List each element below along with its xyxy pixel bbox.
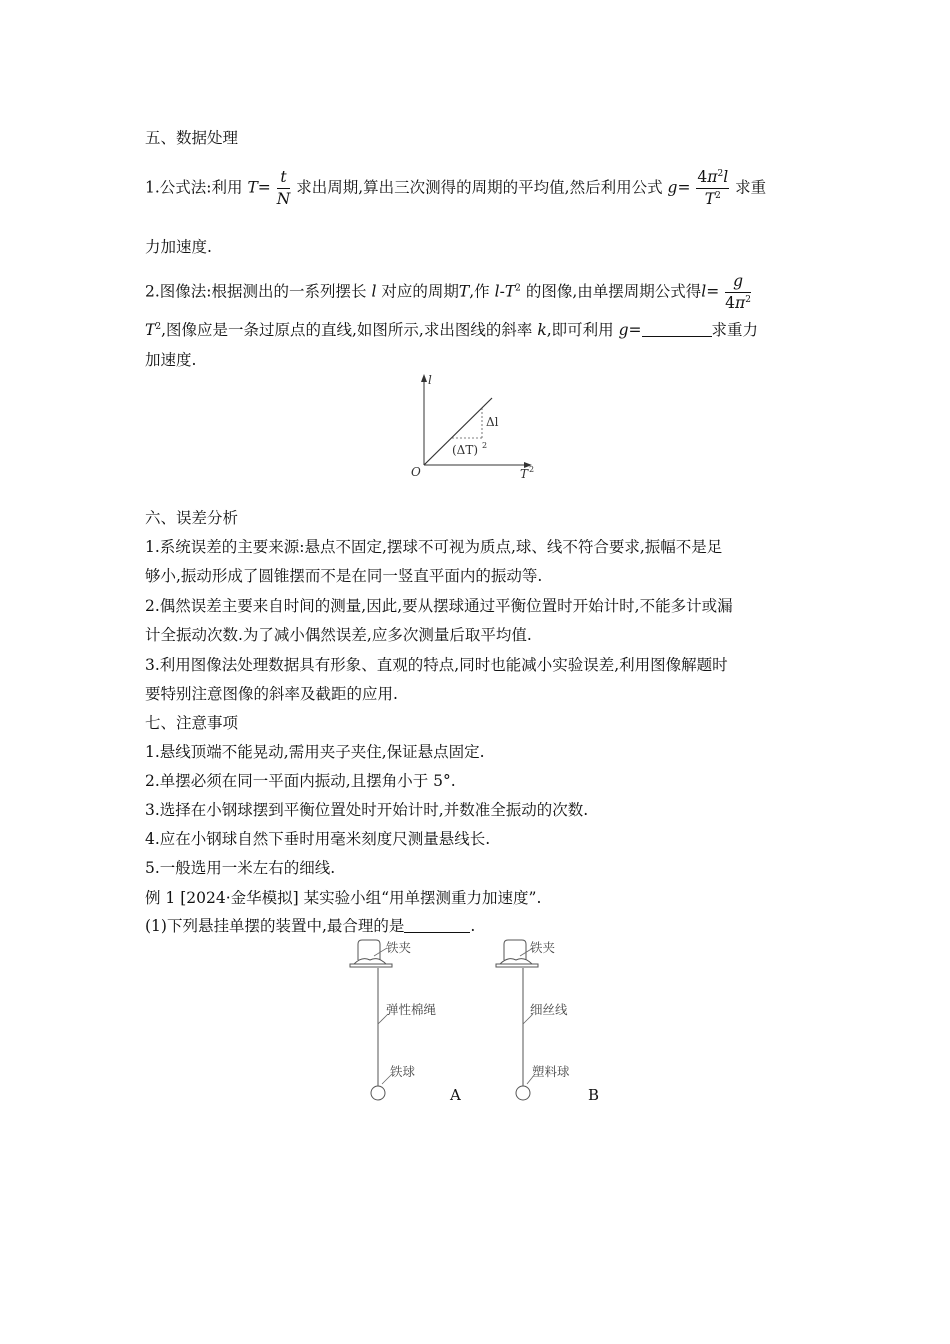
p2-graph-exp: 2 — [515, 283, 521, 294]
p2-line3: 加速度. — [145, 351, 197, 369]
apparatus-b — [496, 940, 599, 1104]
p2-line2-eq: = — [628, 321, 642, 339]
ball-b-label: 塑料球 — [532, 1064, 570, 1079]
clip-a-lever — [354, 959, 386, 964]
frac2-coef: 4 — [697, 168, 708, 186]
graph-x-label: T — [520, 467, 529, 481]
apparatus-a — [350, 940, 461, 1104]
frac-den-pi: π — [735, 293, 746, 312]
p1-g: g — [667, 178, 678, 197]
p2-T: T — [458, 282, 470, 301]
string-a-label: 弹性棉绳 — [386, 1002, 437, 1017]
section6-line: 要特别注意图像的斜率及截距的应用. — [145, 685, 398, 703]
answer-blank-g[interactable] — [642, 322, 712, 337]
p1-mid: 求出周期,算出三次测得的周期的平均值,然后利用公式 — [296, 178, 663, 197]
frac2-den-exp: 2 — [715, 190, 721, 201]
p2-graph-T: T — [504, 282, 516, 301]
frac-num-t: t — [277, 170, 291, 189]
p2-mid3: 的图像,由单摆周期公式得 — [525, 282, 702, 301]
clip-b-label: 铁夹 — [530, 940, 556, 955]
p2-l2: l — [701, 282, 707, 301]
p2-line2-exp: 2 — [155, 322, 162, 332]
p2-g: g — [618, 321, 629, 339]
p2-mid1: 对应的周期 — [381, 282, 459, 301]
question1-text: (1)下列悬挂单摆的装置中,最合理的是 — [145, 917, 405, 935]
graph-delta-l: Δl — [486, 415, 499, 429]
example-line1: 例 1 [2024·金华模拟] 某实验小组“用单摆测重力加速度”. — [145, 889, 542, 907]
section6-line: 计全振动次数.为了减小偶然误差,应多次测量后取平均值. — [145, 626, 532, 644]
frac-num-g: g — [725, 274, 751, 293]
p2-l: l — [371, 282, 377, 301]
p2-line2 — [145, 320, 758, 340]
p2-eq: = — [706, 282, 720, 301]
clip-a-icon — [358, 940, 380, 960]
section6-line: 3.利用图像法处理数据具有形象、直观的特点,同时也能减小实验误差,利用图像解题时 — [145, 656, 728, 674]
ball-a-label: 铁球 — [390, 1064, 416, 1079]
ball-a — [371, 1086, 385, 1100]
example-question1 — [145, 916, 475, 936]
graph-y-label: l — [428, 373, 432, 387]
section5-title: 五、数据处理 — [145, 129, 239, 147]
fraction-g-over-4pi2 — [725, 274, 751, 311]
l-T2-graph — [400, 368, 550, 486]
section7-line: 1.悬线顶端不能晃动,需用夹子夹住,保证悬点固定. — [145, 743, 485, 761]
graph-y-arrow — [421, 374, 427, 382]
clip-a-label: 铁夹 — [386, 940, 412, 955]
p1-lead: 1.公式法:利用 — [145, 178, 243, 197]
p2-k: k — [537, 321, 547, 339]
section6-line: 2.偶然误差主要来自时间的测量,因此,要从摆球通过平衡位置时开始计时,不能多计或漏 — [145, 597, 733, 615]
p1-T: T — [247, 178, 258, 197]
section6-line: 1.系统误差的主要来源:悬点不固定,摆球不可视为质点,球、线不符合要求,振幅不是足 — [145, 538, 723, 556]
answer-blank-q1[interactable] — [404, 918, 470, 933]
clip-b-lever — [500, 959, 532, 964]
section5-paragraph1 — [145, 170, 766, 207]
section6-line: 够小,振动形成了圆锥摆而不是在同一竖直平面内的振动等. — [145, 567, 543, 585]
frac2-den-T: T — [704, 189, 716, 208]
frac-den-N: N — [276, 189, 291, 208]
pendulum-apparatus — [340, 938, 620, 1108]
section7-line: 3.选择在小钢球摆到平衡位置处时开始计时,并数准全振动的次数. — [145, 801, 589, 819]
graph-delta-t-exp: 2 — [482, 441, 488, 450]
frac-den-exp: 2 — [745, 294, 751, 305]
label-b: B — [588, 1086, 600, 1104]
section5-paragraph2 — [145, 274, 752, 311]
ball-b — [516, 1086, 530, 1100]
fraction-4pi2l-over-T2 — [696, 170, 729, 207]
p2-line2-b: ,即可利用 — [546, 321, 614, 339]
clip-b-jaw — [496, 964, 538, 967]
p2-line2-T: T — [145, 321, 156, 339]
section7-title: 七、注意事项 — [145, 714, 239, 732]
graph-x-exp: 2 — [529, 465, 535, 474]
p1-eq: = — [257, 178, 271, 197]
graph-origin-label: O — [411, 465, 421, 479]
p1-line2: 力加速度. — [145, 238, 212, 256]
section7-line: 4.应在小钢球自然下垂时用毫米刻度尺测量悬线长. — [145, 830, 491, 848]
section7-line: 5.一般选用一米左右的细线. — [145, 859, 336, 877]
p2-graph-dash: - — [499, 282, 505, 301]
frac2-l: l — [723, 168, 729, 186]
clip-a-jaw — [350, 964, 392, 967]
fraction-t-over-N — [277, 170, 291, 207]
clip-b-icon — [504, 940, 526, 960]
question1-end: . — [470, 917, 476, 935]
p1-tail: 求重 — [735, 178, 767, 197]
section6-title: 六、误差分析 — [145, 509, 239, 527]
label-a: A — [450, 1086, 461, 1104]
graph-delta-t: (ΔT) — [452, 443, 479, 457]
frac-den-coef: 4 — [725, 293, 736, 312]
p2-line2-tail: 求重力 — [711, 321, 759, 339]
p2-mid2: ,作 — [469, 282, 490, 301]
section7-line: 2.单摆必须在同一平面内振动,且摆角小于 5°. — [145, 772, 456, 790]
frac2-pi-exp: 2 — [717, 169, 724, 179]
p2-line2-a: ,图像应是一条过原点的直线,如图所示,求出图线的斜率 — [161, 321, 533, 339]
frac2-pi: π — [707, 168, 718, 186]
string-b-label: 细丝线 — [530, 1002, 568, 1017]
p1-eq2: = — [677, 178, 691, 197]
p2-lead: 2.图像法:根据测出的一系列摆长 — [145, 282, 367, 301]
p2-graph-l: l — [494, 282, 500, 301]
